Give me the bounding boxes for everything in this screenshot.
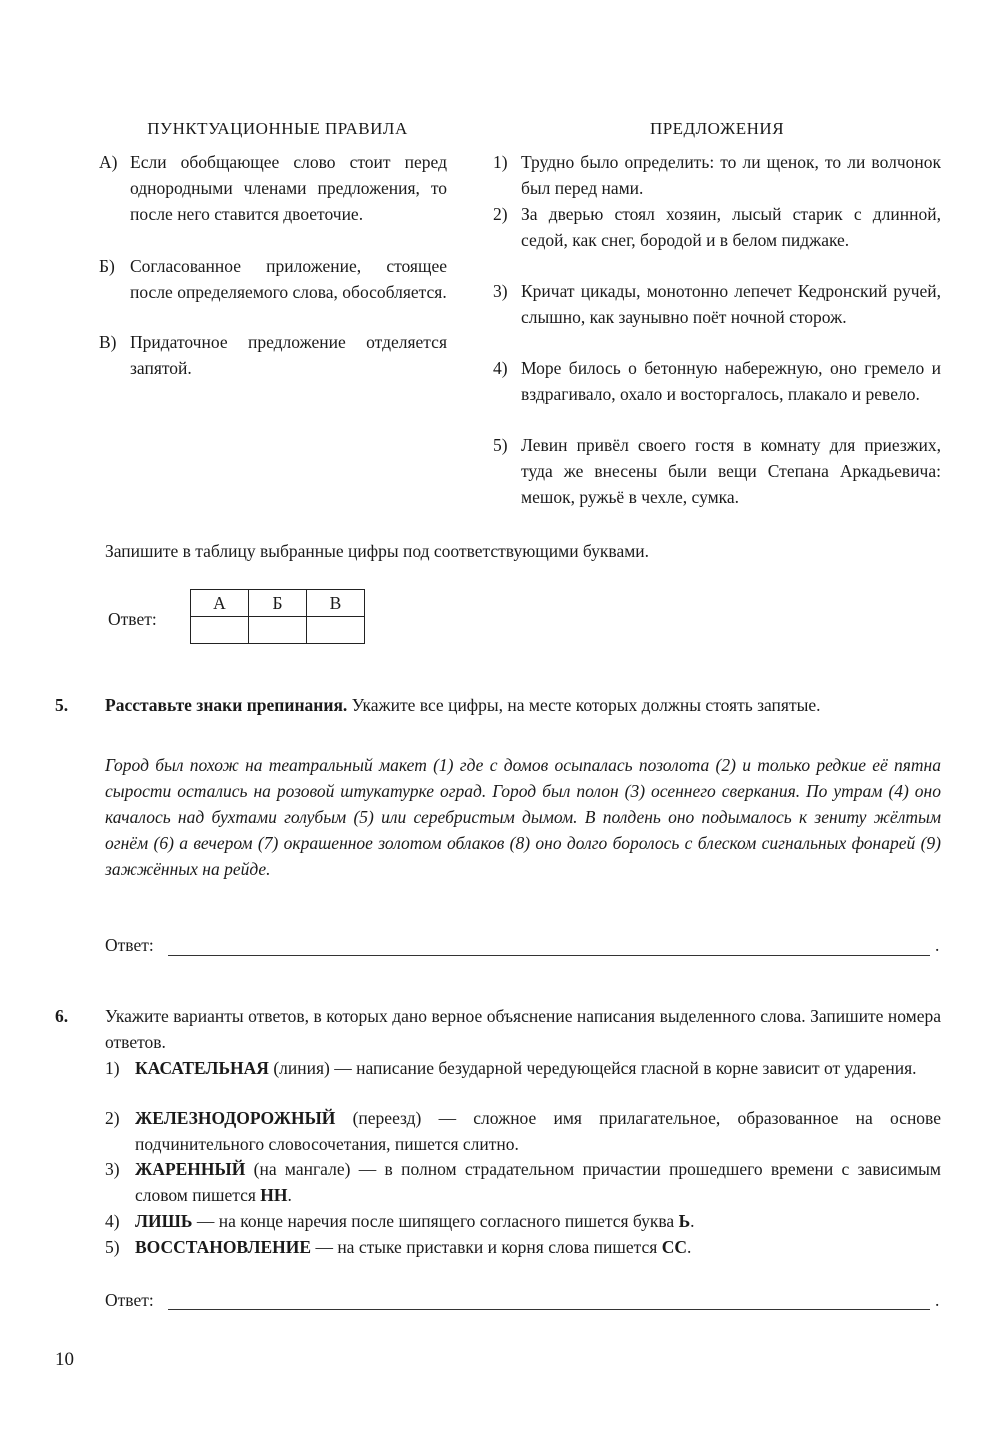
option-number: 1) — [105, 1058, 120, 1078]
sentence-item — [493, 355, 941, 407]
sentence-number: 2) — [493, 204, 508, 224]
rule-letter: Б) — [99, 256, 115, 276]
sentence-number: 3) — [493, 281, 508, 301]
sentence-text: За дверью стоял хозяин, лысый старик с длинной, седой, как снег, бородой и в белом пиджаке. — [521, 204, 941, 250]
sentence-item — [493, 432, 941, 510]
rule-item — [99, 253, 447, 305]
sentence-text: Кричат цикады, монотонно лепечет Кедронский ручей, слышно, как заунывно поёт ночной сторож. — [521, 281, 941, 327]
task-6-option — [105, 1234, 941, 1260]
task-5-answer-end: . — [935, 935, 940, 955]
option-explanation: (на мангале) — в полном страдательном причастии прошедшего времени с зависимым словом пишется — [135, 1159, 941, 1205]
rule-item — [99, 149, 447, 227]
rule-letter: В) — [99, 332, 117, 352]
table-header-v: В — [307, 590, 365, 617]
task-5-bold-instruction: Расставьте знаки препинания. — [105, 695, 348, 715]
sentence-item — [493, 278, 941, 330]
task-6-answer-end: . — [935, 1290, 940, 1310]
rule-item — [99, 329, 447, 381]
sentence-number: 1) — [493, 152, 508, 172]
option-word: КАСАТЕЛЬНАЯ — [135, 1058, 269, 1078]
option-word: ЛИШЬ — [135, 1211, 193, 1231]
rule-text: Согласованное приложение, стоящее после определяемого слова, обособляется. — [130, 256, 447, 302]
page-number: 10 — [55, 1349, 74, 1370]
option-tail: . — [287, 1185, 292, 1205]
task-5-answer-label: Ответ: — [105, 935, 154, 955]
task-6-answer-line[interactable] — [168, 1309, 930, 1310]
answer-cell-b[interactable] — [249, 617, 307, 644]
task-5-question — [105, 692, 941, 718]
sentence-item — [493, 201, 941, 253]
answer-cell-v[interactable] — [307, 617, 365, 644]
sentence-number: 5) — [493, 435, 508, 455]
task-6-option — [105, 1105, 941, 1157]
sentences-heading: ПРЕДЛОЖЕНИЯ — [649, 119, 785, 138]
table-header-b: Б — [249, 590, 307, 617]
option-tail-bold: СС — [661, 1237, 687, 1257]
sentence-number: 4) — [493, 358, 508, 378]
task-5-passage: Город был похож на театральный макет (1) где с домов осыпалась позолота (2) и только редкие её пятна сырости остались на розовой штукатурке оград. Город был полон (3) осеннего сверкания. По утрам (4) оно качалось над бухтами голубым (5) или серебристым дымом. В полдень оно подымалось к зениту жёлтым огнём (6) а вечером (7) окрашенное золотом облаков (8) оно долго боролось с блеском сигнальных фонарей (9) зажжённых на рейде. — [105, 755, 941, 879]
task-6-question: Укажите варианты ответов, в которых дано верное объяснение написания выделенного слова. Запишите номера ответов. — [105, 1006, 941, 1052]
table-header-a: А — [191, 590, 249, 617]
sentence-text: Левин привёл своего гостя в комнату для приезжих, туда же внесены были вещи Степана Аркадьевича: мешок, ружьё в чехле, сумка. — [521, 435, 941, 507]
task-5-answer-line[interactable] — [168, 955, 930, 956]
sentence-text: Трудно было определить: то ли щенок, то ли волчонок был перед нами. — [521, 152, 941, 198]
task-6-option — [105, 1156, 941, 1208]
task-6-option — [105, 1208, 941, 1234]
rule-text: Придаточное предложение отделяется запятой. — [130, 332, 447, 378]
table-instruction: Запишите в таблицу выбранные цифры под соответствующими буквами. — [105, 541, 650, 561]
option-explanation: — на конце наречия после шипящего согласного пишется буква — [192, 1211, 679, 1231]
task-6-option — [105, 1055, 941, 1081]
task-5-instruction-rest: Укажите все цифры, на месте которых должны стоять запятые. — [347, 695, 821, 715]
answer-label: Ответ: — [108, 609, 157, 629]
option-word: ЖЕЛЕЗНОДОРОЖНЫЙ — [135, 1108, 336, 1128]
sentence-text: Море билось о бетонную набережную, оно гремело и вздрагивало, охало и восторгалось, плакало и ревело. — [521, 358, 941, 404]
rule-letter: А) — [99, 152, 118, 172]
option-tail: . — [690, 1211, 695, 1231]
rule-text: Если обобщающее слово стоит перед однородными членами предложения, то после него ставится двоеточие. — [130, 152, 447, 224]
option-number: 5) — [105, 1237, 120, 1257]
task-5-number: 5. — [55, 695, 69, 715]
task-6-answer-label: Ответ: — [105, 1290, 154, 1310]
option-explanation: (линия) — написание безударной чередующейся гласной в корне зависит от ударения. — [268, 1058, 917, 1078]
option-tail: . — [686, 1237, 692, 1257]
option-number: 3) — [105, 1159, 120, 1179]
option-number: 2) — [105, 1108, 120, 1128]
option-word: ВОССТАНОВЛЕНИЕ — [135, 1237, 312, 1257]
answer-cell-a[interactable] — [191, 617, 249, 644]
option-tail-bold: Ь — [678, 1211, 691, 1231]
option-number: 4) — [105, 1211, 120, 1231]
option-tail-bold: НН — [260, 1185, 288, 1205]
rules-heading: ПУНКТУАЦИОННЫЕ ПРАВИЛА — [147, 119, 408, 138]
sentence-item — [493, 149, 941, 201]
option-explanation: (переезд) — сложное имя прилагательное, образованное на основе подчинительного словосочетания, пишется слитно. — [135, 1108, 941, 1154]
option-word: ЖАРЕННЫЙ — [135, 1159, 246, 1179]
task-6-number: 6. — [55, 1006, 69, 1026]
option-explanation: — на стыке приставки и корня слова пишется — [311, 1237, 662, 1257]
answer-table — [190, 589, 365, 644]
